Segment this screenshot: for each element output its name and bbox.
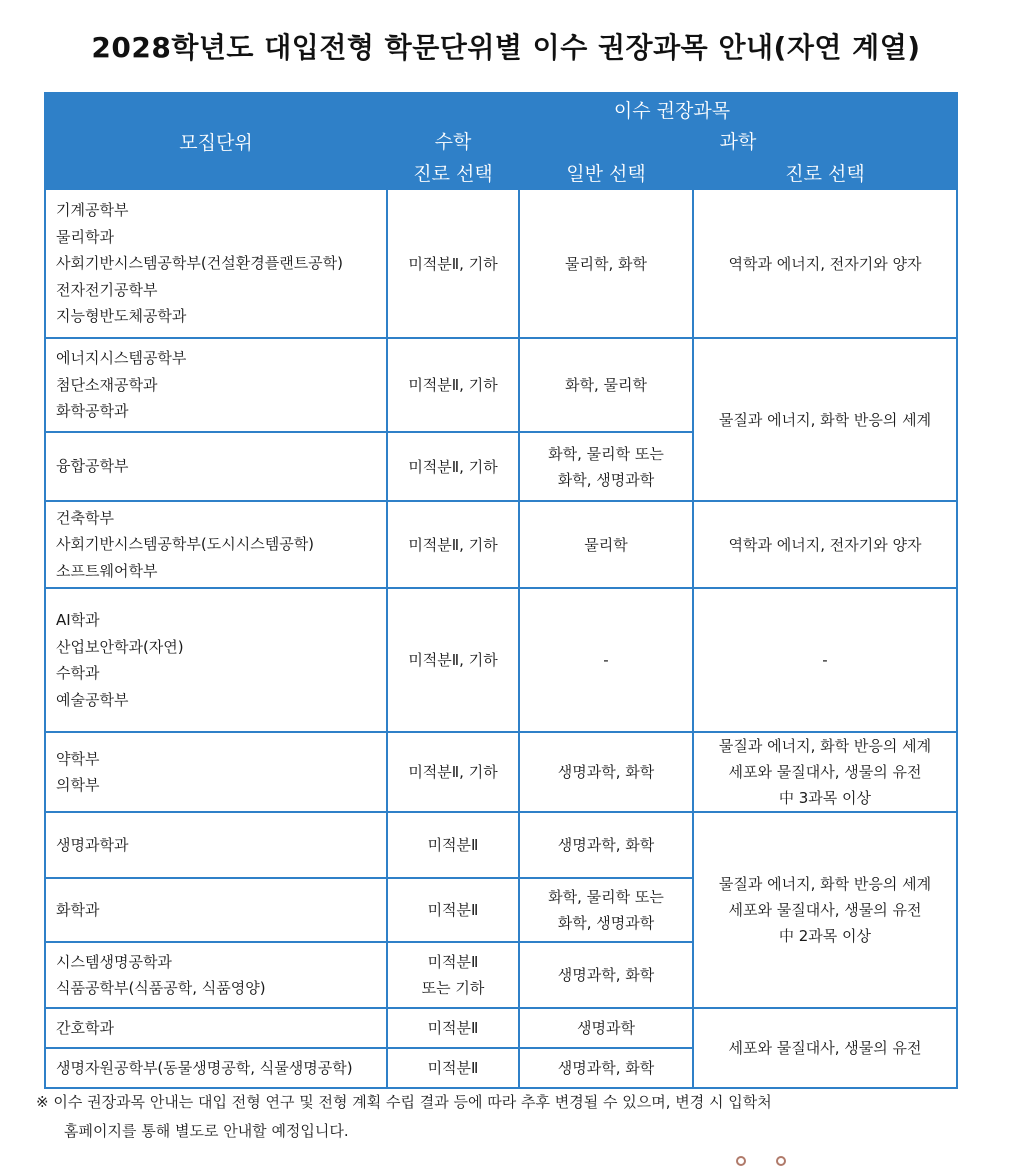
- science-career-cell: [693, 338, 957, 501]
- recommended-courses-table: [44, 92, 958, 1089]
- science-general-cell: [519, 942, 693, 1008]
- cell-line: 화학, 물리학 또는: [548, 444, 664, 463]
- header-sci-career: 진로 선택: [693, 155, 957, 189]
- cell-line: 화학, 생명과학: [557, 914, 655, 932]
- cell-line: 물질과 에너지, 화학 반응의 세계: [718, 737, 932, 755]
- unit-cell: [45, 1008, 387, 1048]
- math-cell: [387, 942, 519, 1008]
- table-row: [45, 1008, 957, 1048]
- cell-line: -: [603, 651, 609, 669]
- cell-line: 기계공학부: [56, 201, 129, 220]
- cell-line: 미적분Ⅱ: [427, 836, 479, 854]
- science-general-cell: [519, 878, 693, 942]
- unit-cell: [45, 812, 387, 878]
- header-math-career: 진로 선택: [387, 155, 519, 189]
- cell-line: 中 2과목 이상: [778, 927, 872, 945]
- cell-line: 미적분Ⅱ, 기하: [408, 457, 498, 476]
- science-general-cell: [519, 1048, 693, 1088]
- unit-cell: [45, 432, 387, 501]
- cell-line: 미적분Ⅱ: [427, 953, 479, 971]
- science-career-cell: [693, 501, 957, 588]
- cell-line: 화학, 물리학: [565, 376, 647, 394]
- cell-line: AI학과: [56, 611, 100, 629]
- science-career-cell: [693, 588, 957, 732]
- cell-line: 융합공학부: [56, 457, 129, 476]
- math-cell: [387, 588, 519, 732]
- cell-line: 소프트웨어학부: [56, 561, 158, 580]
- cell-line: 미적분Ⅱ, 기하: [408, 535, 498, 554]
- math-cell: [387, 338, 519, 432]
- cell-line: 미적분Ⅱ, 기하: [408, 763, 498, 781]
- cell-line: 역학과 에너지, 전자기와 양자: [728, 535, 922, 554]
- cell-line: 화학, 생명과학: [557, 470, 655, 489]
- cell-line: 미적분Ⅱ: [427, 1019, 479, 1037]
- math-cell: [387, 432, 519, 501]
- science-general-cell: [519, 338, 693, 432]
- cell-line: 식품공학부(식품공학, 식품영양): [56, 979, 266, 997]
- unit-cell: [45, 588, 387, 732]
- cell-line: 화학공학과: [56, 402, 129, 421]
- unit-cell: [45, 732, 387, 812]
- unit-cell: [45, 878, 387, 942]
- cell-line: 생명과학, 화학: [557, 1059, 655, 1077]
- cell-line: 미적분Ⅱ, 기하: [408, 651, 498, 669]
- cell-line: 시스템생명공학과: [56, 952, 172, 971]
- cell-line: 수학과: [56, 664, 100, 682]
- decorative-mark: [736, 1156, 746, 1166]
- science-general-cell: [519, 588, 693, 732]
- header-sci-general: 일반 선택: [519, 155, 693, 189]
- math-cell: [387, 878, 519, 942]
- table-row: [45, 338, 957, 432]
- table-row: [45, 812, 957, 878]
- cell-line: 미적분Ⅱ, 기하: [408, 376, 498, 394]
- table-body: [45, 189, 957, 1088]
- cell-line: 물리학, 화학: [565, 254, 647, 273]
- cell-line: 예술공학부: [56, 690, 129, 709]
- cell-line: 中 3과목 이상: [778, 789, 872, 807]
- cell-line: 세포와 물질대사, 생물의 유전: [728, 763, 922, 781]
- footnote-line-2: 홈페이지를 통해 별도로 안내할 예정입니다.: [64, 1122, 349, 1140]
- math-cell: [387, 1048, 519, 1088]
- science-general-cell: [519, 189, 693, 338]
- header-recommended: 이수 권장과목: [387, 93, 957, 125]
- cell-line: 물리학과: [56, 227, 114, 246]
- math-cell: [387, 189, 519, 338]
- cell-line: 미적분Ⅱ: [427, 901, 479, 919]
- header-science: 과학: [519, 125, 957, 155]
- cell-line: 물리학: [584, 535, 628, 554]
- cell-line: 생명과학과: [56, 835, 129, 854]
- cell-line: 생명자원공학부(동물생명공학, 식물생명공학): [56, 1058, 353, 1077]
- cell-line: 역학과 에너지, 전자기와 양자: [728, 254, 922, 273]
- science-general-cell: [519, 501, 693, 588]
- science-general-cell: [519, 812, 693, 878]
- cell-line: 건축학부: [56, 508, 114, 527]
- cell-line: 생명과학, 화학: [557, 966, 655, 984]
- math-cell: [387, 501, 519, 588]
- table-row: [45, 189, 957, 338]
- science-career-cell: [693, 732, 957, 812]
- cell-line: 전자전기공학부: [56, 280, 158, 299]
- cell-line: 약학부: [56, 749, 100, 768]
- unit-cell: [45, 501, 387, 588]
- cell-line: 세포와 물질대사, 생물의 유전: [728, 901, 922, 919]
- header-math: 수학: [387, 125, 519, 155]
- science-career-cell: [693, 1008, 957, 1088]
- header-unit: 모집단위: [45, 93, 387, 189]
- cell-line: 사회기반시스템공학부(도시시스템공학): [56, 535, 315, 554]
- cell-line: 의학부: [56, 776, 100, 794]
- cell-line: 물질과 에너지, 화학 반응의 세계: [718, 875, 932, 893]
- footnote: [36, 1088, 976, 1146]
- table-row: [45, 501, 957, 588]
- cell-line: 산업보안학과(자연): [56, 637, 184, 656]
- cell-line: 또는 기하: [421, 979, 485, 997]
- cell-line: 미적분Ⅱ, 기하: [408, 254, 498, 273]
- cell-line: 화학, 물리학 또는: [548, 888, 664, 906]
- unit-cell: [45, 1048, 387, 1088]
- science-general-cell: [519, 432, 693, 501]
- math-cell: [387, 732, 519, 812]
- page-title: 2028학년도 대입전형 학문단위별 이수 권장과목 안내(자연 계열): [91, 31, 921, 64]
- cell-line: 생명과학, 화학: [557, 836, 655, 854]
- science-general-cell: [519, 1008, 693, 1048]
- cell-line: 세포와 물질대사, 생물의 유전: [728, 1039, 922, 1057]
- table-row: [45, 588, 957, 732]
- cell-line: 미적분Ⅱ: [427, 1059, 479, 1077]
- unit-cell: [45, 942, 387, 1008]
- table-row: [45, 732, 957, 812]
- cell-line: 생명과학, 화학: [557, 763, 655, 781]
- math-cell: [387, 812, 519, 878]
- decorative-mark: [776, 1156, 786, 1166]
- cell-line: 화학과: [56, 900, 100, 919]
- science-general-cell: [519, 732, 693, 812]
- cell-line: 생명과학: [577, 1019, 635, 1037]
- math-cell: [387, 1008, 519, 1048]
- science-career-cell: [693, 189, 957, 338]
- cell-line: -: [822, 651, 828, 669]
- unit-cell: [45, 338, 387, 432]
- unit-cell: [45, 189, 387, 338]
- cell-line: 사회기반시스템공학부(건설환경플랜트공학): [56, 254, 344, 273]
- footnote-line-1: ※ 이수 권장과목 안내는 대입 전형 연구 및 전형 계획 수립 결과 등에 따라 추후 변경될 수 있으며, 변경 시 입학처: [36, 1093, 772, 1111]
- cell-line: 지능형반도체공학과: [56, 307, 187, 326]
- cell-line: 에너지시스템공학부: [56, 349, 187, 368]
- cell-line: 물질과 에너지, 화학 반응의 세계: [718, 410, 932, 429]
- science-career-cell: [693, 812, 957, 1008]
- cell-line: 간호학과: [56, 1018, 114, 1037]
- cell-line: 첨단소재공학과: [56, 375, 158, 394]
